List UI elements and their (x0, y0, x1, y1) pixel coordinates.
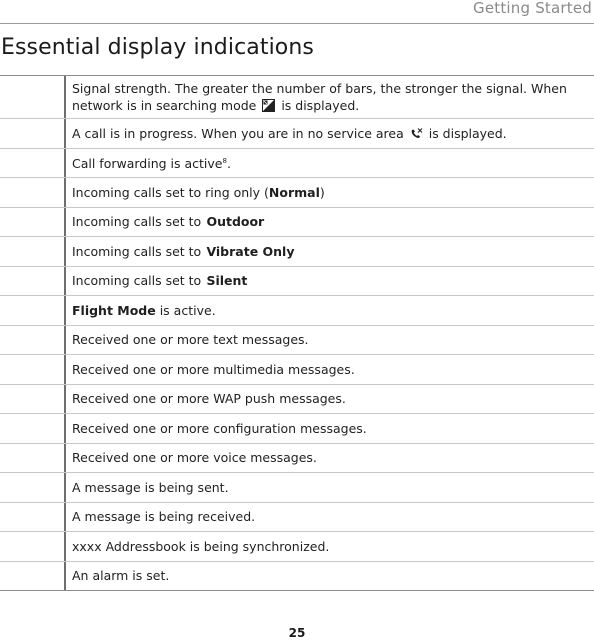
footnote-marker: 8 (222, 157, 227, 166)
icon-cell (0, 355, 66, 384)
table-row (0, 178, 594, 208)
row-text: Incoming calls set to (72, 214, 206, 230)
table-row (0, 149, 594, 179)
profile-name: Vibrate Only (206, 243, 295, 259)
icon-cell (0, 444, 66, 473)
icon-cell (0, 532, 66, 561)
row-text-tail: ) (319, 184, 325, 200)
profile-name: Outdoor (206, 214, 265, 230)
description-cell (66, 532, 594, 561)
icon-cell (0, 296, 66, 325)
row-text: An alarm is set. (72, 568, 170, 584)
profile-name: Silent (206, 273, 248, 289)
description-cell (66, 76, 594, 118)
table-row (0, 267, 594, 297)
table-row (0, 296, 594, 326)
row-text-tail: . (226, 156, 231, 172)
description-cell (66, 119, 594, 148)
icon-cell (0, 76, 66, 118)
icon-cell (0, 503, 66, 532)
row-text: Incoming calls set to (72, 273, 206, 289)
description-cell (66, 414, 594, 443)
row-text: Call forwarding is active (72, 156, 223, 172)
description-cell (66, 237, 594, 266)
row-text: Received one or more configuration messages. (72, 420, 367, 436)
row-text: Received one or more voice messages. (72, 450, 317, 466)
row-text: A call is in progress. When you are in no service area (72, 125, 404, 141)
description-cell (66, 444, 594, 473)
description-cell (66, 296, 594, 325)
icon-cell (0, 149, 66, 178)
table-row (0, 208, 594, 238)
description-cell (66, 355, 594, 384)
description-cell (66, 178, 594, 207)
description-cell (66, 326, 594, 355)
row-text: A message is being received. (72, 509, 256, 525)
table-row (0, 444, 594, 474)
row-text: Received one or more multimedia messages. (72, 361, 355, 377)
table-row (0, 414, 594, 444)
row-text: A message is being sent. (72, 479, 229, 495)
icon-cell (0, 237, 66, 266)
description-cell (66, 267, 594, 296)
icon-cell (0, 326, 66, 355)
page-title: Essential display indications (1, 35, 314, 60)
row-text: Incoming calls set to ring only ( (72, 184, 269, 200)
table-row (0, 385, 594, 415)
row-text: Incoming calls set to (72, 243, 206, 259)
header-rule (0, 23, 594, 24)
row-text-tail: is displayed. (281, 98, 360, 113)
row-text: xxxx Addressbook is being synchronized. (72, 538, 330, 554)
icon-cell (0, 119, 66, 148)
table-row (0, 532, 594, 562)
description-cell (66, 473, 594, 502)
description-cell (66, 562, 594, 591)
table-row (0, 562, 594, 592)
page-number: 25 (288, 626, 306, 640)
icon-cell (0, 208, 66, 237)
table-row (0, 473, 594, 503)
icon-cell (0, 178, 66, 207)
section-label: Getting Started (473, 0, 592, 17)
table-row (0, 355, 594, 385)
row-text: Received one or more text messages. (72, 332, 309, 348)
icon-cell (0, 385, 66, 414)
row-text-tail: is displayed. (428, 125, 507, 141)
icon-cell (0, 473, 66, 502)
icon-cell (0, 414, 66, 443)
table-row (0, 503, 594, 533)
no-service-call-icon (410, 127, 423, 140)
description-cell (66, 503, 594, 532)
description-cell (66, 149, 594, 178)
profile-name: Normal (268, 184, 320, 200)
signal-searching-icon (262, 99, 275, 112)
table-row (0, 326, 594, 356)
table-row (0, 119, 594, 149)
row-text-tail: is active. (155, 302, 216, 318)
icon-cell (0, 562, 66, 591)
mode-name: Flight Mode (72, 302, 156, 318)
table-row (0, 237, 594, 267)
icon-cell (0, 267, 66, 296)
indications-table (0, 75, 594, 591)
row-text: Received one or more WAP push messages. (72, 391, 346, 407)
table-row (0, 76, 594, 119)
description-cell (66, 208, 594, 237)
row-text: Signal strength. The greater the number of bars, the stronger the signal. When network is in searching mode (72, 81, 567, 113)
description-cell (66, 385, 594, 414)
